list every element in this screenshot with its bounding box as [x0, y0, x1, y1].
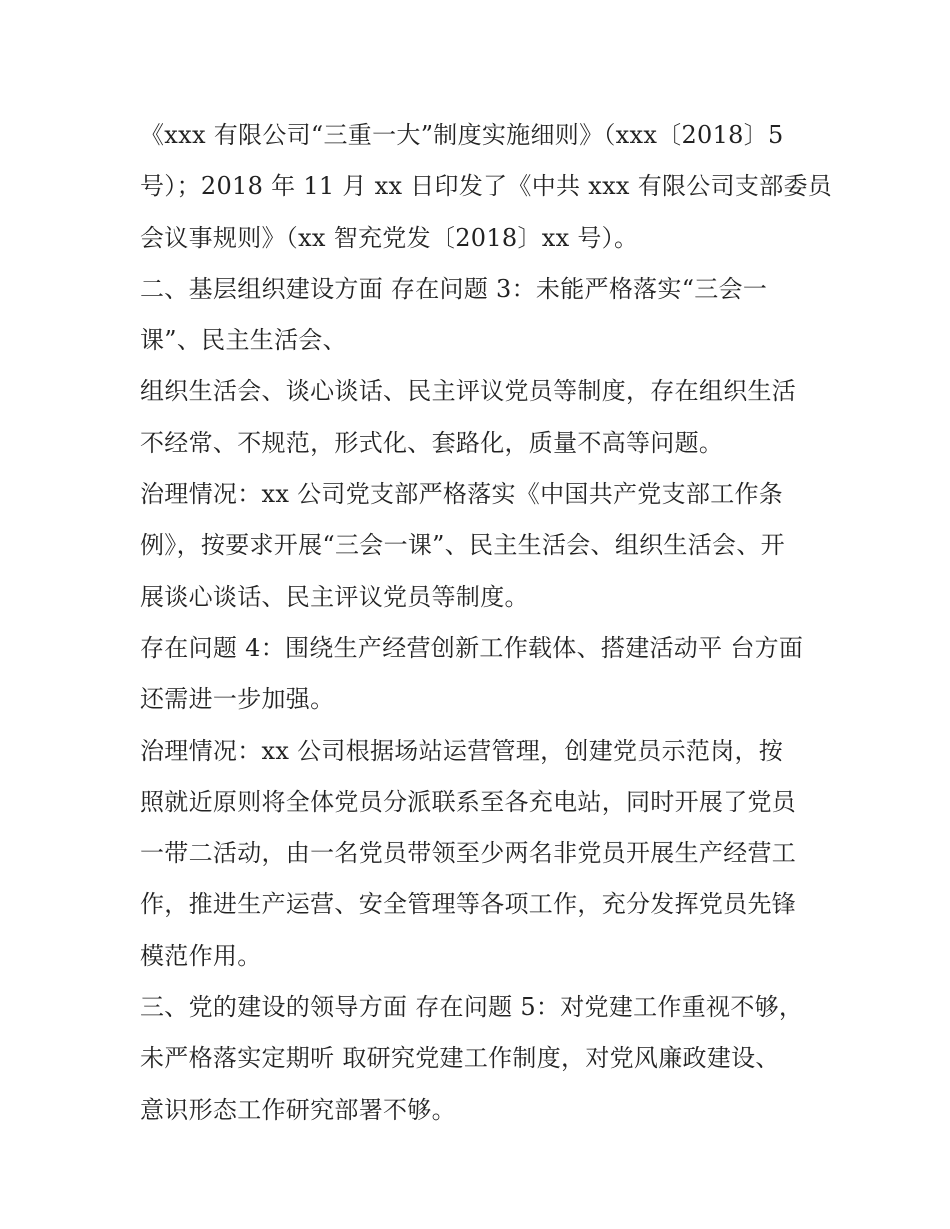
text-line: 作，推进生产运营、安全管理等各项工作，充分发挥党员先锋 — [140, 890, 797, 919]
text-line: 不经常、不规范，形式化、套路化，质量不高等问题。 — [140, 428, 724, 457]
text-line: 存在问题 4：围绕生产经营创新工作载体、搭建活动平 台方面 — [140, 633, 804, 662]
section-heading-line: 二、基层组织建设方面 存在问题 3：未能严格落实“三会一 — [140, 274, 768, 303]
text-line: 治理情况：xx 公司根据场站运营管理，创建党员示范岗，按 — [140, 736, 784, 765]
text-line: 例》，按要求开展“三会一课”、民主生活会、组织生活会、开 — [140, 531, 785, 560]
text-line: 展谈心谈话、民主评议党员等制度。 — [140, 582, 529, 611]
text-line: 会议事规则》（xx 智充党发〔2018〕xx 号）。 — [140, 223, 639, 252]
text-line: 一带二活动，由一名党员带领至少两名非党员开展生产经营工 — [140, 839, 797, 868]
text-line: 课”、民主生活会、 — [140, 326, 347, 355]
document-body — [140, 110, 833, 1136]
text-line: 还需进一步加强。 — [140, 685, 335, 714]
text-line: 治理情况：xx 公司党支部严格落实《中国共产党支部工作条 — [140, 480, 784, 509]
text-line: 意识形态工作研究部署不够。 — [140, 1095, 456, 1124]
text-line: 未严格落实定期听 取研究党建工作制度，对党风廉政建设、 — [140, 1044, 780, 1073]
text-line: 号）；2018 年 11 月 xx 日印发了《中共 xxx 有限公司支部委员 — [140, 172, 833, 201]
text-line: 《xxx 有限公司“三重一大”制度实施细则》（xxx〔2018〕5 — [140, 121, 784, 149]
text-line: 模范作用。 — [140, 941, 262, 970]
text-line: 组织生活会、谈心谈话、民主评议党员等制度，存在组织生活 — [140, 377, 797, 406]
text-line: 照就近原则将全体党员分派联系至各充电站，同时开展了党员 — [140, 787, 797, 816]
section-heading-line: 三、党的建设的领导方面 存在问题 5：对党建工作重视不够， — [140, 993, 804, 1022]
